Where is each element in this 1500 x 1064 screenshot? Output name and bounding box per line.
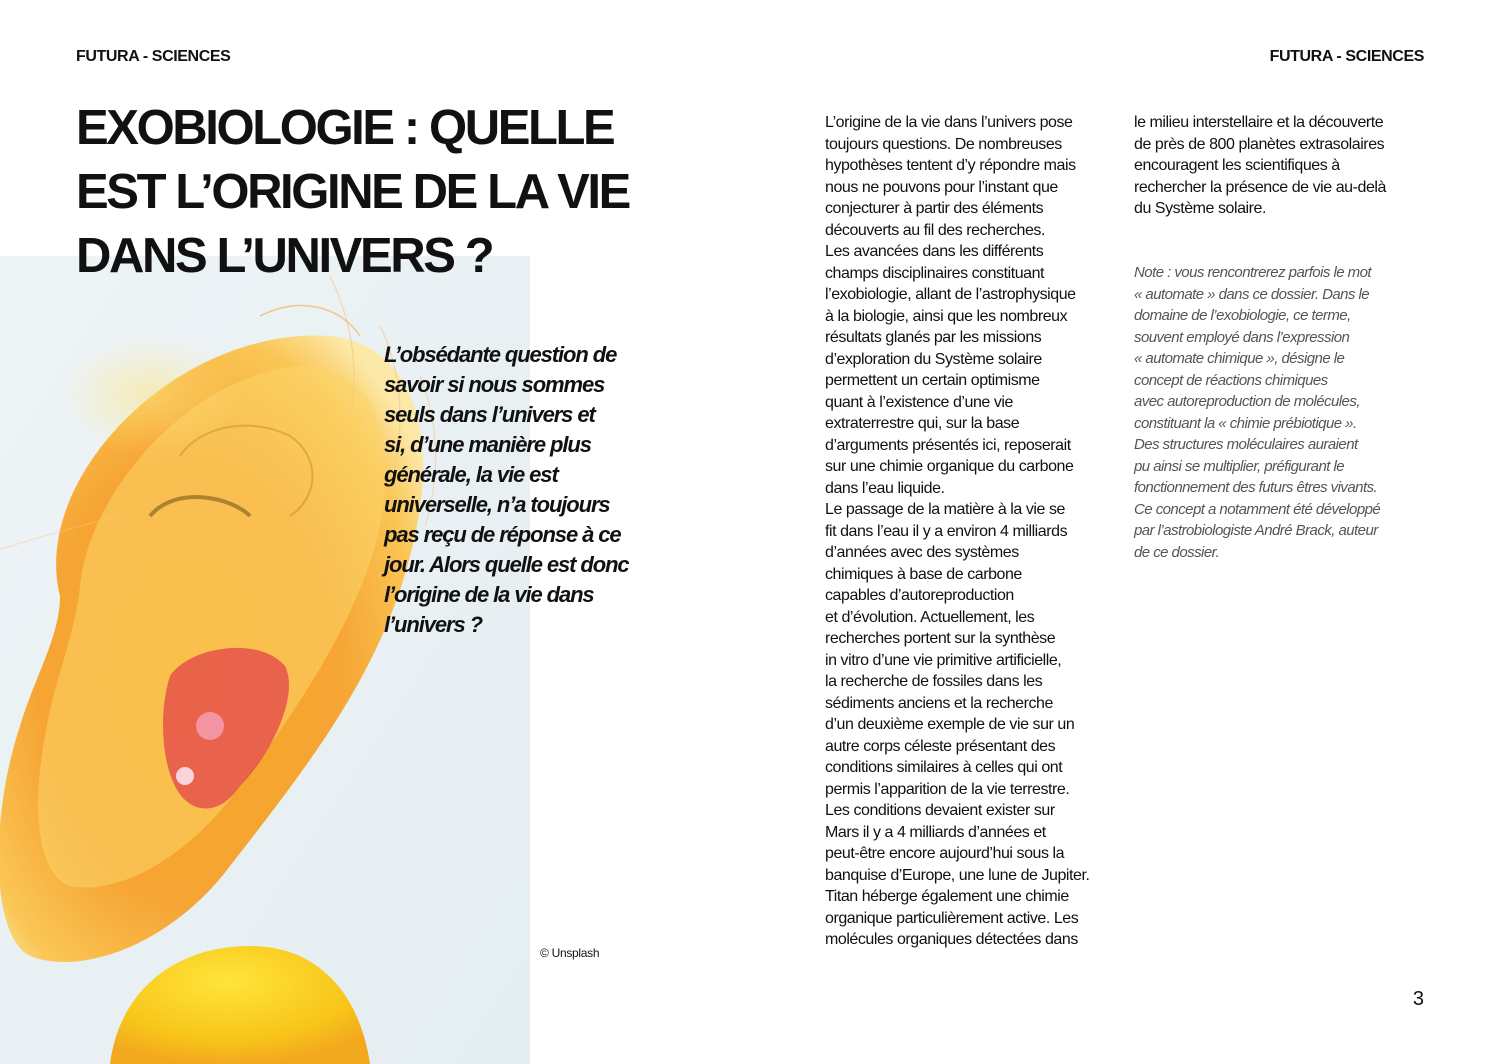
body-line: fit dans l’eau il y a environ 4 milliards xyxy=(825,522,1068,540)
body-line: d’exploration du Système solaire xyxy=(825,350,1042,368)
note-line: avec autoreproduction de molécules, xyxy=(1134,393,1360,410)
image-credit: © Unsplash xyxy=(540,946,600,960)
body-line: autre corps céleste présentant des xyxy=(825,737,1056,755)
note-line: Ce concept a notamment été développé xyxy=(1134,500,1381,518)
title-line: EXOBIOLOGIE : QUELLE xyxy=(76,101,614,155)
lede-line: jour. Alors quelle est donc xyxy=(384,552,629,577)
body-line: L’origine de la vie dans l’univers pose xyxy=(825,114,1073,131)
note-line: souvent employé dans l’expression xyxy=(1134,328,1350,346)
body-line: la recherche de fossiles dans les xyxy=(825,673,1043,690)
body-column-2 xyxy=(1134,112,1434,220)
lede-line: générale, la vie est xyxy=(384,462,558,487)
body-line: sédiments anciens et la recherche xyxy=(825,694,1053,712)
body-line: quant à l’existence d’une vie xyxy=(825,393,1013,411)
lede-line: l’origine de la vie dans xyxy=(384,582,594,607)
article-lede xyxy=(384,340,656,640)
body-line: chimiques à base de carbone xyxy=(825,565,1022,583)
note-line: « automate chimique », désigne le xyxy=(1134,350,1345,367)
note-line: Note : vous rencontrerez parfois le mot xyxy=(1134,264,1372,281)
lede-line: pas reçu de réponse à ce xyxy=(384,522,621,547)
body-line: sur une chimie organique du carbone xyxy=(825,458,1074,475)
body-column-1 xyxy=(825,112,1125,951)
note-line: de ce dossier. xyxy=(1134,543,1220,561)
note-line: par l’astrobiologiste André Brack, auteur xyxy=(1134,522,1378,539)
body-line: résultats glanés par les missions xyxy=(825,329,1042,346)
note-line: Des structures moléculaires auraient xyxy=(1134,436,1358,453)
body-line: in vitro d’une vie primitive artificielle, xyxy=(825,651,1062,669)
jellyfish-white-spot xyxy=(176,767,194,785)
lede-line: universelle, n’a toujours xyxy=(384,492,610,517)
article-note xyxy=(1134,262,1434,563)
page-number: 3 xyxy=(1412,988,1424,1010)
body-line: et d’évolution. Actuellement, les xyxy=(825,608,1035,626)
body-line: molécules organiques détectées dans xyxy=(825,931,1078,948)
lede-line: seuls dans l’univers et xyxy=(384,402,595,427)
body-line: permis l’apparition de la vie terrestre. xyxy=(825,780,1070,798)
article-title xyxy=(76,96,696,288)
body-line: banquise d’Europe, une lune de Jupiter. xyxy=(825,866,1090,884)
body-line: le milieu interstellaire et la découverte xyxy=(1134,114,1384,131)
jellyfish-highlight xyxy=(60,336,240,456)
title-line: EST L’ORIGINE DE LA VIE xyxy=(76,165,629,219)
jellyfish-pink-spot xyxy=(196,712,224,740)
note-line: concept de réactions chimiques xyxy=(1134,371,1328,389)
body-line: découverts au fil des recherches. xyxy=(825,221,1045,239)
body-line: rechercher la présence de vie au-delà xyxy=(1134,178,1386,196)
brand-left: FUTURA - SCIENCES xyxy=(76,48,231,65)
note-line: constituant la « chimie prébiotique ». xyxy=(1134,414,1357,432)
body-line: Titan héberge également une chimie xyxy=(825,888,1069,905)
body-line: champs disciplinaires constituant xyxy=(825,264,1045,282)
body-line: d’un deuxième exemple de vie sur un xyxy=(825,716,1075,733)
body-line: extraterrestre qui, sur la base xyxy=(825,415,1020,432)
note-line: pu ainsi se multiplier, préfigurant le xyxy=(1134,457,1345,475)
body-line: toujours questions. De nombreuses xyxy=(825,135,1062,153)
body-line: capables d’autoreproduction xyxy=(825,587,1014,604)
body-line: Mars il y a 4 milliards d’années et xyxy=(825,823,1046,841)
body-line: d’arguments présentés ici, reposerait xyxy=(825,436,1071,454)
lede-line: L’obsédante question de xyxy=(384,342,617,367)
body-line: peut-être encore aujourd’hui sous la xyxy=(825,845,1065,862)
lede-line: l’univers ? xyxy=(384,612,482,637)
brand-right: FUTURA - SCIENCES xyxy=(1269,48,1424,65)
body-line: conditions similaires à celles qui ont xyxy=(825,759,1063,776)
body-line: du Système solaire. xyxy=(1134,200,1266,217)
body-line: dans l’eau liquide. xyxy=(825,479,945,497)
body-line: conjecturer à partir des éléments xyxy=(825,200,1044,217)
lede-line: si, d’une manière plus xyxy=(384,432,591,457)
title-line: DANS L’UNIVERS ? xyxy=(76,229,493,283)
body-line: Les conditions devaient exister sur xyxy=(825,802,1055,819)
body-line: permettent un certain optimisme xyxy=(825,372,1040,389)
note-line: « automate » dans ce dossier. Dans le xyxy=(1134,285,1370,303)
body-line: Le passage de la matière à la vie se xyxy=(825,501,1065,518)
note-line: fonctionnement des futurs êtres vivants. xyxy=(1134,479,1378,496)
body-line: Les avancées dans les différents xyxy=(825,243,1044,260)
body-line: hypothèses tentent d’y répondre mais xyxy=(825,157,1076,174)
body-line: de près de 800 planètes extrasolaires xyxy=(1134,135,1385,153)
body-line: d’années avec des systèmes xyxy=(825,544,1019,561)
body-line: à la biologie, ainsi que les nombreux xyxy=(825,307,1068,325)
body-line: encouragent les scientifiques à xyxy=(1134,157,1340,174)
lede-line: savoir si nous sommes xyxy=(384,372,605,397)
body-line: recherches portent sur la synthèse xyxy=(825,630,1056,647)
note-line: domaine de l’exobiologie, ce terme, xyxy=(1134,307,1351,324)
body-line: organique particulièrement active. Les xyxy=(825,909,1079,927)
body-line: l’exobiologie, allant de l’astrophysique xyxy=(825,286,1076,303)
body-line: nous ne pouvons pour l’instant que xyxy=(825,178,1058,196)
